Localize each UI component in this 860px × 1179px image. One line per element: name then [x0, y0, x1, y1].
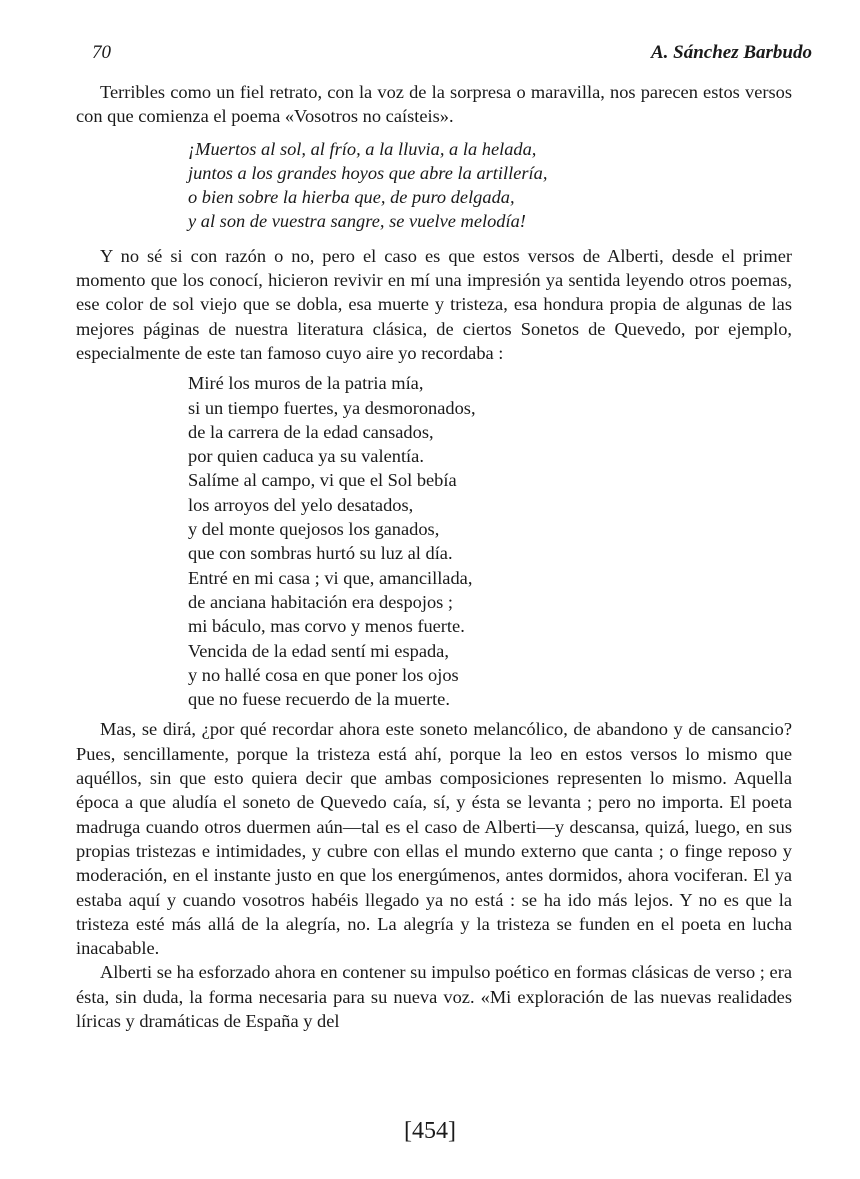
poem-line: por quien caduca ya su valentía. — [188, 446, 424, 467]
poem-line: si un tiempo fuertes, ya desmoronados, — [188, 397, 476, 418]
paragraph-1: Terribles como un fiel retrato, con la voz de la sorpresa o maravilla, nos parecen estos versos con que comienza el poema «Vosotros no caísteis». — [76, 82, 792, 127]
poem-line: de anciana habitación era despojos ; — [188, 591, 454, 612]
poem-line: mi báculo, mas corvo y menos fuerte. — [188, 616, 465, 637]
author-name: A. Sánchez Barbudo — [650, 42, 812, 63]
paragraph-2: Y no sé si con razón o no, pero el caso es que estos versos de Alberti, desde el primer momento que los conocí, hicieron revivir en mí una impresión ya sentida leyendo otros poemas, ese color de sol viejo que se dobla, esa muerte y tristeza, esa hondura propia de algunas de las mejores páginas de nuestra literatura clásica, de ciertos Sonetos de Quevedo, por ejemplo, especialmente de este tan famoso cuyo aire yo recordaba : — [76, 245, 792, 363]
alberti-poem-quote — [76, 137, 792, 234]
poem-line: Salíme al campo, vi que el Sol bebía — [188, 470, 457, 491]
page-number: 70 — [92, 42, 111, 63]
paragraph-4: Alberti se ha esforzado ahora en contener su impulso poético en formas clásicas de verso ; era ésta, sin duda, la forma necesaria para su nueva voz. «Mi exploración de las nuevas realidades líricas y dramáticas de España y del — [76, 962, 792, 1031]
poem-line: que con sombras hurtó su luz al día. — [188, 543, 453, 564]
poem-line: ¡Muertos al sol, al frío, a la lluvia, a la helada, — [188, 138, 537, 159]
poem-line: y no hallé cosa en que poner los ojos — [188, 664, 459, 685]
poem-line: Miré los muros de la patria mía, — [188, 373, 424, 394]
poem-line: y del monte quejosos los ganados, — [188, 519, 440, 540]
poem-line: de la carrera de la edad cansados, — [188, 421, 434, 442]
poem-line: Entré en mi casa ; vi que, amancillada, — [188, 567, 473, 588]
poem-line: y al son de vuestra sangre, se vuelve melodía! — [188, 211, 526, 232]
body-text — [76, 80, 792, 1033]
quevedo-sonnet-quote — [76, 371, 792, 711]
poem-line: juntos a los grandes hoyos que abre la artillería, — [188, 162, 548, 183]
poem-line: los arroyos del yelo desatados, — [188, 494, 414, 515]
paragraph-3: Mas, se dirá, ¿por qué recordar ahora este soneto melancólico, de abandono y de cansancio? Pues, sencillamente, porque la tristeza está ahí, porque la leo en estos versos lo mismo que aquéllos, sin que esto quiera decir que ambas composiciones representen lo mismo. Aquella época a que aludía el soneto de Quevedo caía, sí, y ésta se levanta ; pero no importa. El poeta madruga cuando otros duermen aún—tal es el caso de Alberti—y descansa, quizá, luego, en sus propias tristezas e intimidades, y cubre con ellas el mundo externo que canta ; o finge reposo y moderación, en el instante justo en que los energúmenos, antes dormidos, ahora vociferan. El ya estaba aquí y cuando vosotros habéis llegado ya no está : se ha ido más lejos. Y no es que la tristeza esté más allá de la alegría, no. La alegría y la tristeza se funden en el poeta en lucha inacabable. — [76, 719, 792, 959]
poem-line: o bien sobre la hierba que, de puro delgada, — [188, 187, 515, 208]
poem-line: Vencida de la edad sentí mi espada, — [188, 640, 449, 661]
running-head — [92, 42, 812, 66]
poem-line: que no fuese recuerdo de la muerte. — [188, 689, 450, 710]
page-footer-number: [454] — [404, 1118, 456, 1144]
